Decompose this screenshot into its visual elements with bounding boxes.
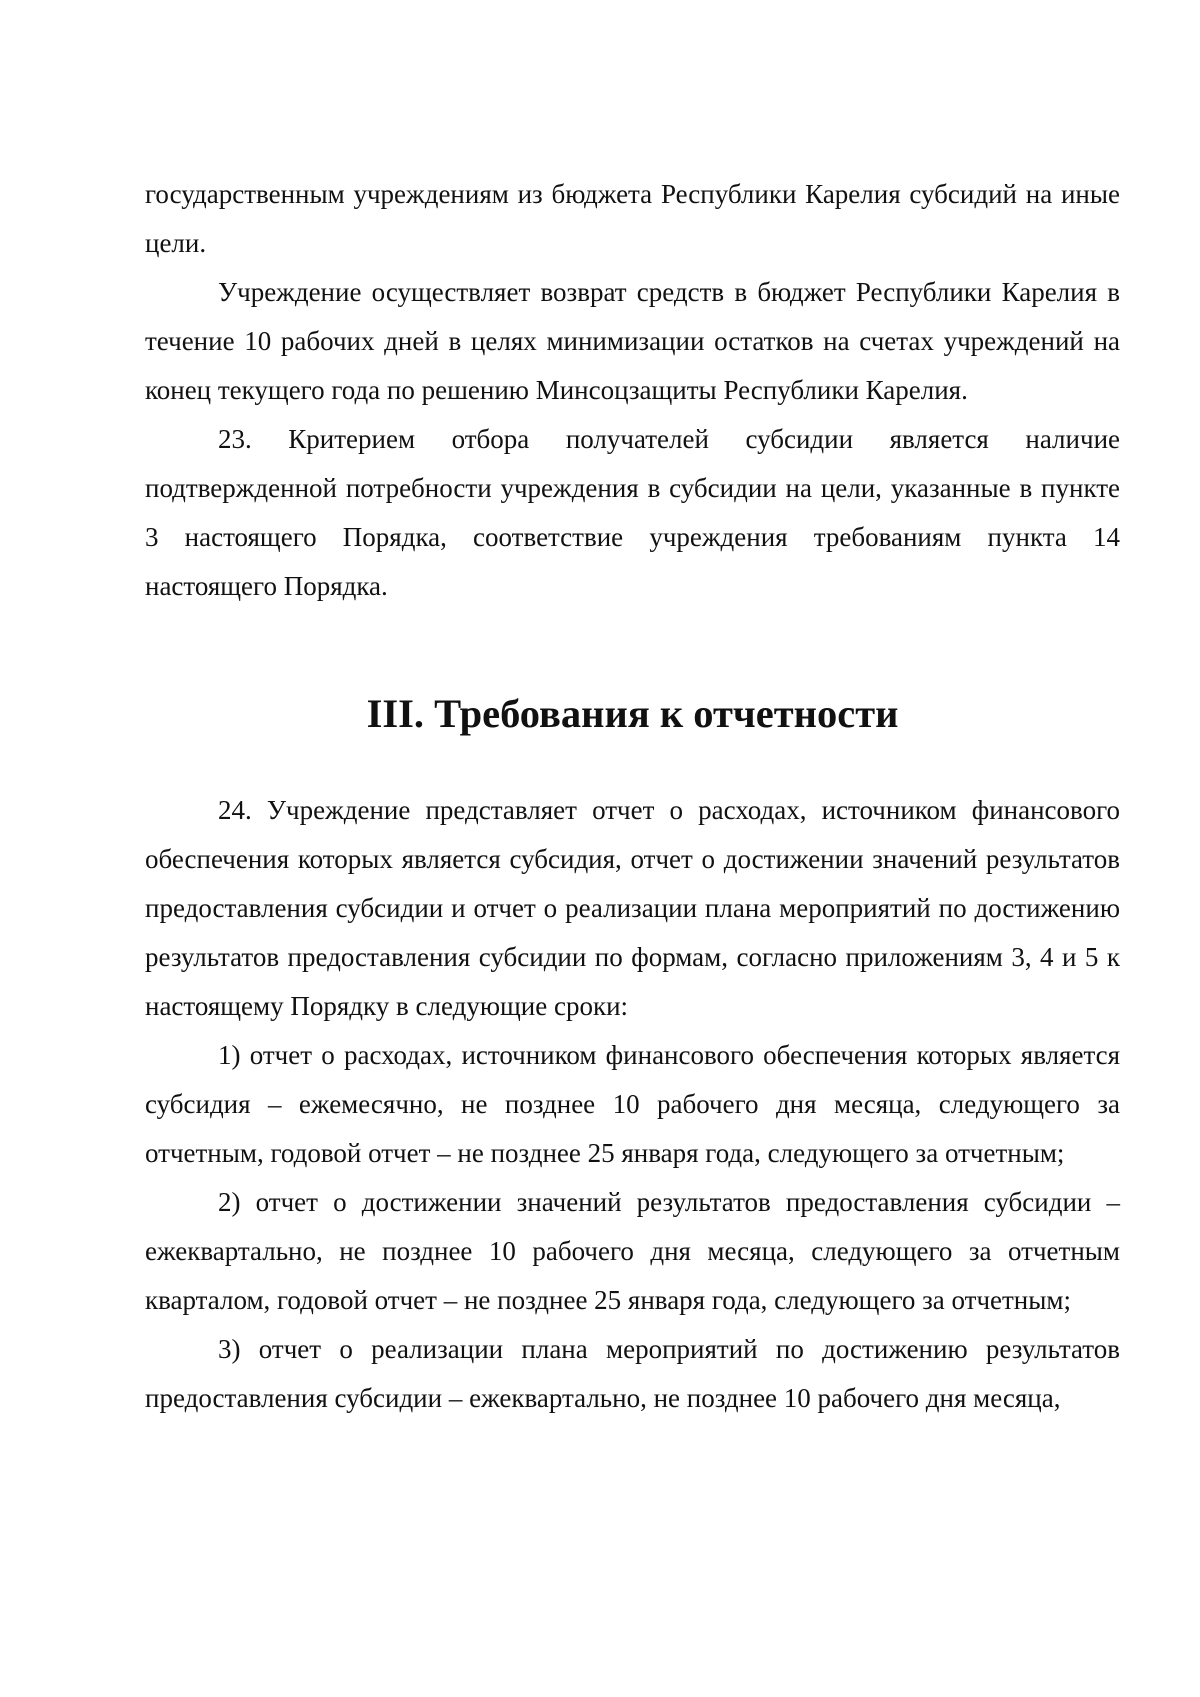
section-heading: III. Требования к отчетности [366, 691, 899, 736]
paragraph-24-item-2: 2) отчет о достижении значений результатов предоставления субсидии – ежеквартально, не позднее 10 рабочего дня месяца, следующего за отчетным кварталом, годовой отчет – не позднее 25 января года, следующего за отчетным; [145, 1187, 1120, 1315]
paragraph-24-item-1: 1) отчет о расходах, источником финансового обеспечения которых является субсидия – ежемесячно, не позднее 10 рабочего дня месяца, следующего за отчетным, годовой отчет – не позднее 25 января года, следующего за отчетным; [145, 1040, 1120, 1168]
paragraph-24-reports: 24. Учреждение представляет отчет о расходах, источником финансового обеспечения которых является субсидия, отчет о достижении значений результатов предоставления субсидии и отчет о реализации плана мероприятий по достижению результатов предоставления субсидии по формам, согласно приложениям 3, 4 и 5 к настоящему Порядку в следующие сроки: [145, 795, 1120, 1021]
paragraph-return-of-funds: Учреждение осуществляет возврат средств в бюджет Республики Карелия в течение 10 рабочих дней в целях минимизации остатков на счетах учреждений на конец текущего года по решению Минсоцзащиты Республики Карелия. [145, 277, 1120, 405]
paragraph-24-item-3: 3) отчет о реализации плана мероприятий по достижению результатов предоставления субсидии – ежеквартально, не позднее 10 рабочего дня месяца, [145, 1334, 1120, 1413]
paragraph-23-criteria: 23. Критерием отбора получателей субсидии является наличие подтвержденной потребности учреждения в субсидии на цели, указанные в пункте 3 настоящего Порядка, соответствие учреждения требованиям пункта 14 настоящего Порядка. [145, 424, 1120, 601]
paragraph-continuation: государственным учреждениям из бюджета Республики Карелия субсидий на иные цели. [145, 179, 1120, 258]
spacer [145, 738, 1120, 786]
spacer [145, 611, 1120, 689]
